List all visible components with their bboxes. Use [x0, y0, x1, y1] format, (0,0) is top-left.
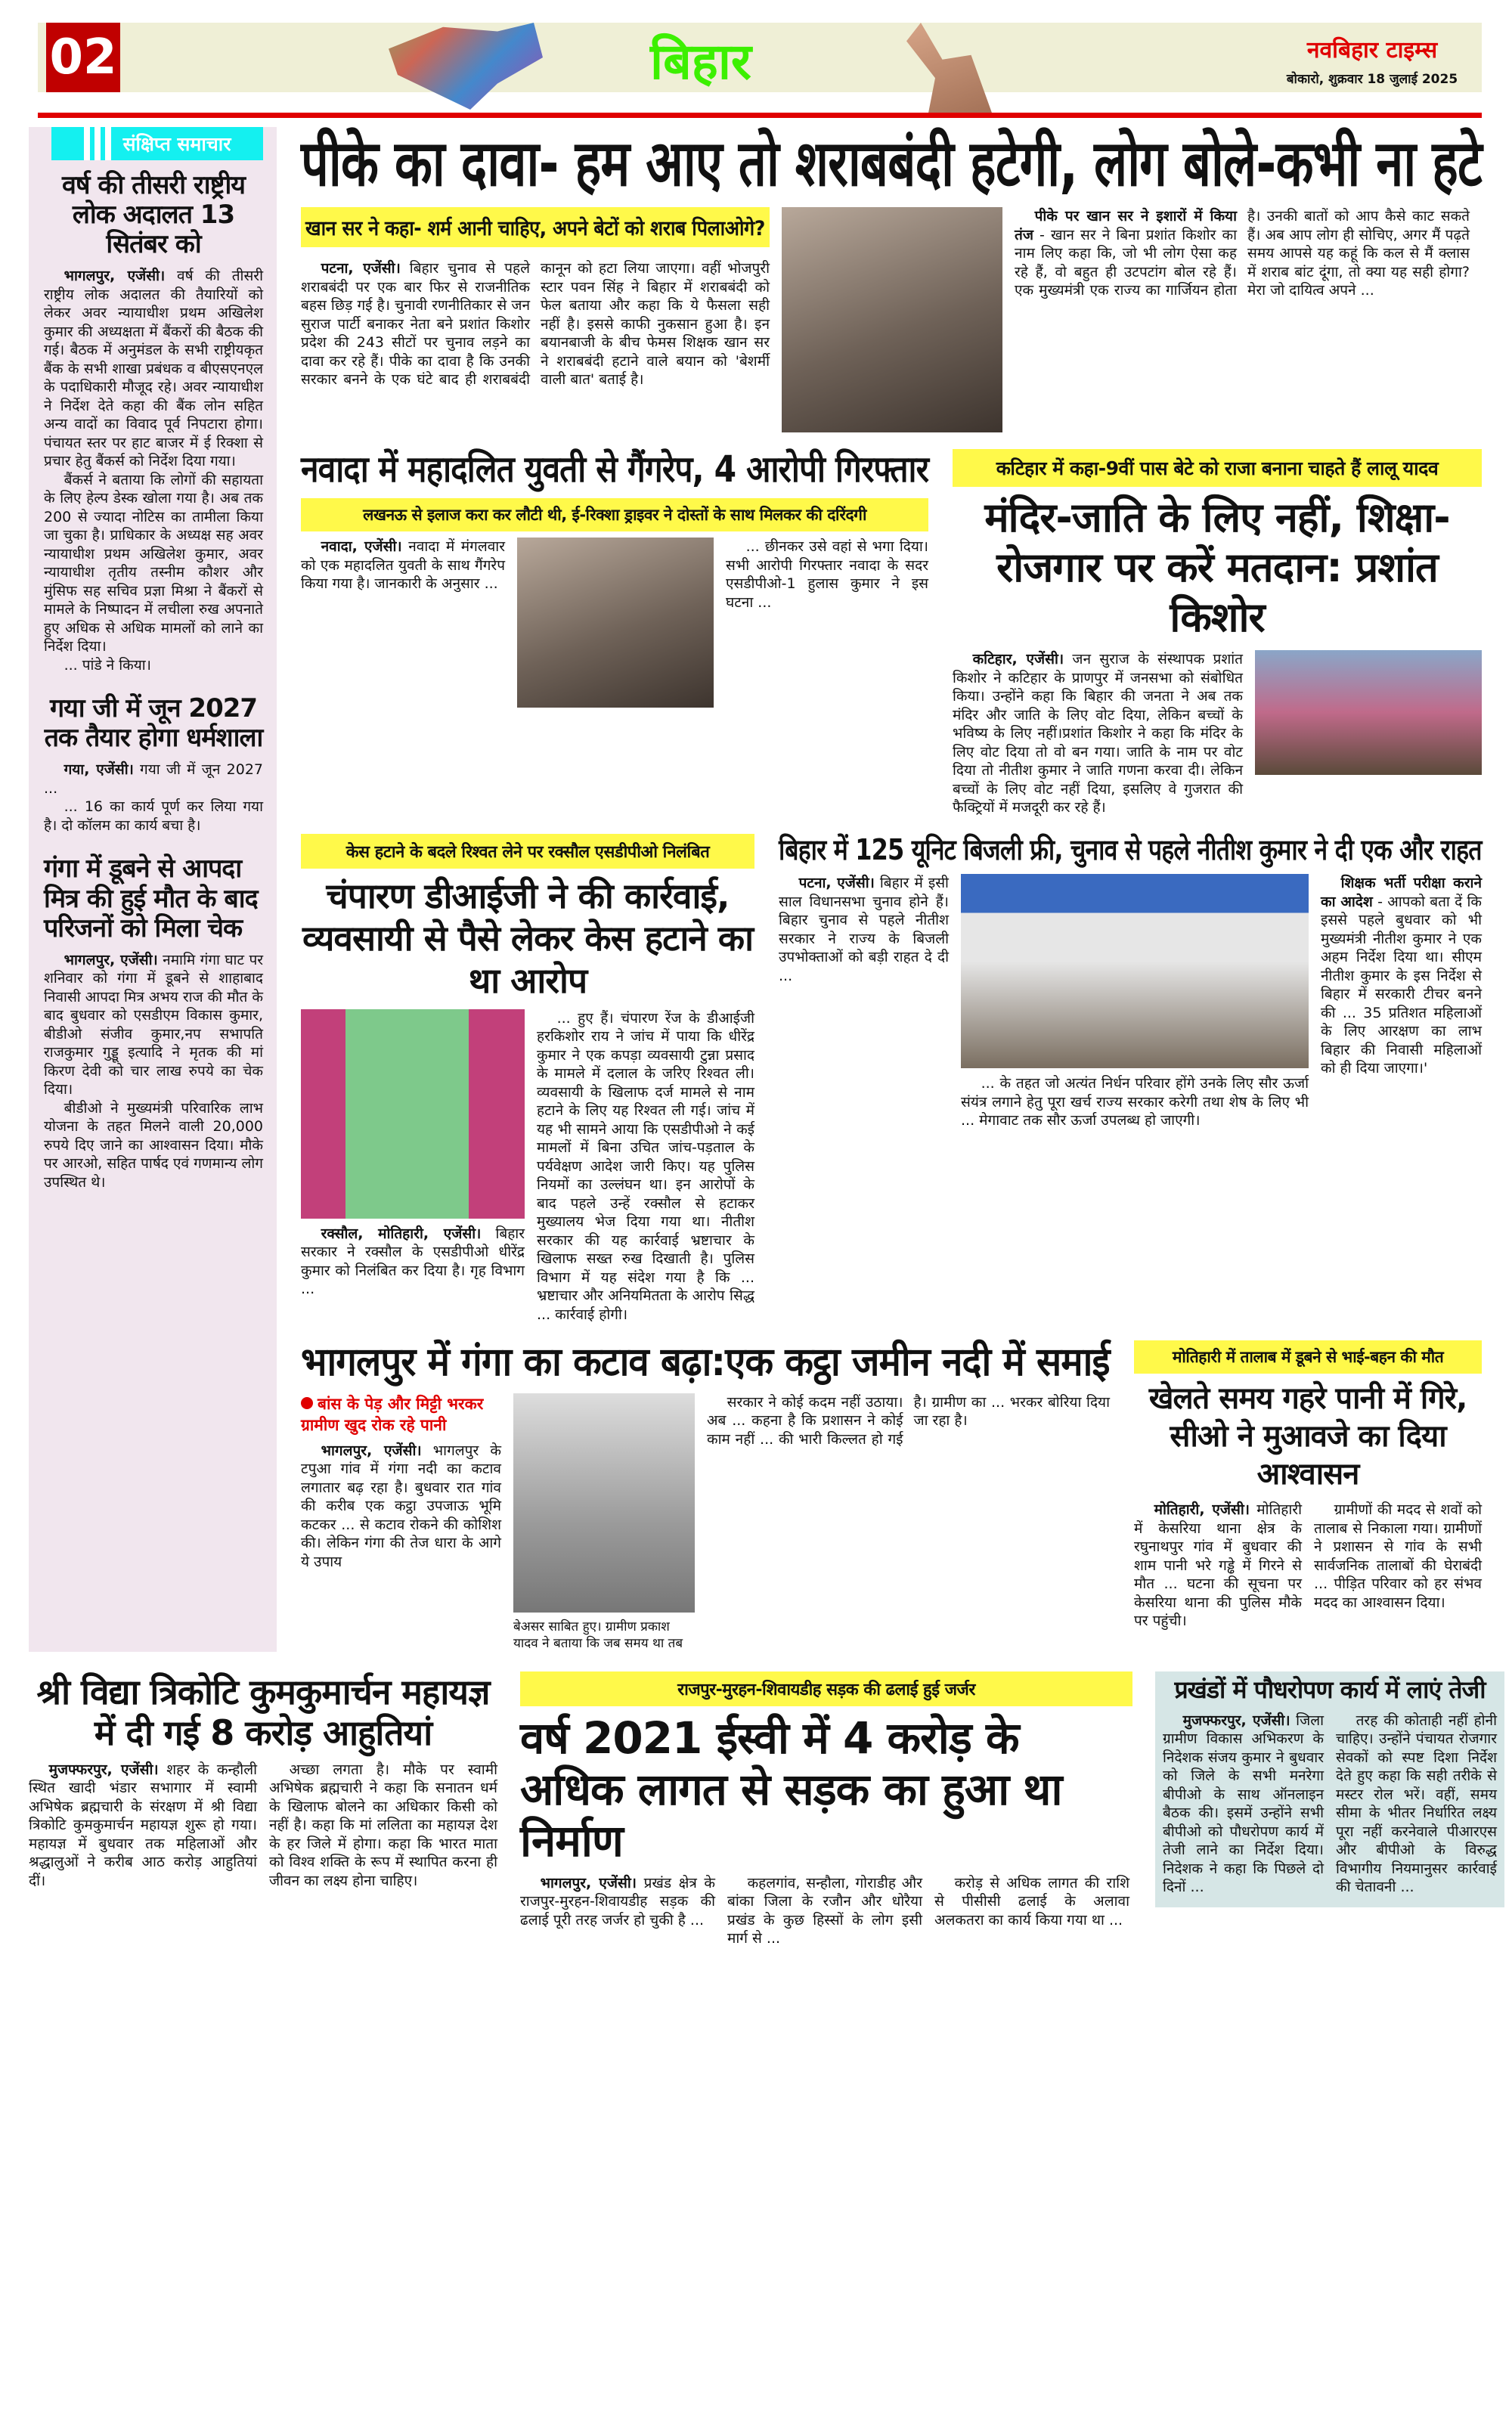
motihari-col-2 — [1314, 1501, 1482, 1612]
prakhand-col-2 — [1336, 1712, 1497, 1897]
katihar-kicker — [953, 449, 1482, 487]
road-col-3 — [934, 1874, 1129, 1930]
paragraph: अच्छा लगता है। मौके पर स्वामी अभिषेक ब्रह्मचारी ने कहा कि सनातन धर्म के खिलाफ बोलने का अधिकार किसी को नहीं है। कहा कि मां ललिता का महायज्ञ देश के हर जिले में होगा। कहा कि भारत माता को विश्व शक्ति के रूप में स्थापित करना ही जीवन का लक्ष्य होना चाहिए। — [269, 1761, 497, 1889]
paragraph: रक्सौल, मोतिहारी, एजेंसी। बिहार सरकार ने रक्सौल के एसडीपीओ धीरेंद्र कुमार को निलंबित कर दिया है। गृह विभाग ... — [301, 1225, 525, 1297]
paragraph: ... हुए हैं। चंपारण रेंज के डीआईजी हरकिशोर राय ने जांच में पाया कि धीरेंद्र कुमार ने एक कपड़ा व्यवसायी टुन्ना प्रसाद के मामले में दलाल के जरिए रिश्वत ली। व्यवसायी के खिलाफ दर्ज मामले से नाम हटाने के लिए यह रिश्वत ली गई। जांच में यह भी सामने आया कि एसडीपीओ ने कई मामलों में बिना उचित जांच-पड़ताल के पर्यवेक्षण आदेश जारी किए। यह पुलिस नियमों का उल्लंघन था। इन आरोपों के बाद पहले उन्हें रक्सौल से हटाकर मुख्यालय भेज दिया गया था। नीतीश सरकार की यह कार्रवाई भ्रष्टाचार के खिलाफ सख्त रुख दिखाती है। पुलिस विभाग में यह संदेश गया है कि ... भ्रष्टाचार और अनियमितता के आरोप सिद्ध ... कार्रवाई होगी। — [537, 1009, 754, 1323]
champaran-story — [301, 834, 754, 1324]
paragraph: पीके पर खान सर ने इशारों में किया तंज - खान सर ने बिना प्रशांत किशोर का नाम लिए कहा कि, जो भी लोग ऐसा कह रहे हैं, वो बहुत ही उटपटांग बोल रहे हैं। एक मुख्यमंत्री एक राज्य का गार्जियन होता है। उनकी बातों को आप कैसे काट सकते हैं। अब आप लोग ही सोचिए, अगर मैं पढ़ते समय आपसे यह कहूं कि कल से मैं क्लास में शराब बांट दूंगा, तो क्या यह सही होगा? मेरा जो दायित्व अपने ... — [1015, 208, 1470, 299]
ganga-story — [301, 1340, 1110, 1652]
paragraph: भागलपुर, एजेंसी। प्रखंड क्षेत्र के राजपुर-मुरहन-शिवायडीह सड़क की ढलाई पूरी तरह जर्जर हो चुकी है ... — [520, 1874, 716, 1929]
paragraph: ग्रामीणों की मदद से शवों को तालाब से निकाला गया। ग्रामीणों ने प्रशासन से गांव के सभी सार्वजनिक तालाबों की घेराबंदी ... पीड़ित परिवार को हर संभव मदद का आश्वासन दिया। — [1314, 1501, 1482, 1611]
lead-col-1 — [301, 259, 770, 389]
paragraph: करोड़ से अधिक लागत की राशि से पीसीसी ढलाई के अलावा अलकतरा का कार्य किया गया था ... — [934, 1874, 1129, 1929]
prakhand-box — [1155, 1671, 1504, 1907]
lead-headline — [301, 127, 1482, 200]
masthead: नवबिहार टाइम्स — [1306, 37, 1438, 64]
section-title: बिहार — [650, 33, 751, 91]
champaran-kicker-text: केस हटाने के बदले रिश्वत लेने पर रक्सौल एसडीपीओ निलंबित — [345, 842, 710, 862]
paragraph: बीडीओ ने मुख्यमंत्री परिवारिक लाभ योजना के तहत मिलने वाली 20,000 रुपये दिए जाने का आश्वासन दिया। मौके पर आरओ, सहित पार्षद एवं गणमान्य लोग उपस्थित थे। — [44, 1099, 263, 1191]
road-kicker-text: राजपुर-मुरहन-शिवायडीह सड़क की ढलाई हुई जर्जर — [677, 1680, 975, 1699]
ganga-subhead-text: बांस के पेड़ और मिट्टी भरकर ग्रामीण खुद रोक रहे पानी — [301, 1394, 484, 1434]
lead-kicker-text: खान सर ने कहा- शर्म आनी चाहिए, अपने बेटों को शराब पिलाओगे? — [305, 217, 765, 240]
nawada-kicker — [301, 498, 928, 531]
ganga-col-1 — [301, 1442, 501, 1572]
briefs-column — [29, 127, 277, 1652]
katihar-headline: मंदिर-जाति के लिए नहीं, शिक्षा-रोजगार पर करें मतदान: प्रशांत किशोर — [984, 494, 1450, 641]
ganga-subhead — [301, 1393, 501, 1436]
vidya-story — [29, 1671, 497, 1891]
bijli-headline-text: बिहार में 125 यूनिट बिजली फ्री, चुनाव से पहले नीतीश कुमार ने दी एक और राहत — [779, 832, 1482, 866]
lead-kicker — [301, 207, 770, 247]
prakhand-headline-text: प्रखंडों में पौधरोपण कार्य में लाएं तेजी — [1174, 1675, 1486, 1704]
vidya-headline: श्री विद्या त्रिकोटि कुमकुमार्चन महायज्ञ में दी गई 8 करोड़ आहुतियां — [36, 1671, 490, 1753]
erosion-photo — [513, 1393, 695, 1613]
prashant-kishor-photo — [782, 207, 1002, 432]
lead-col-2 — [1015, 207, 1470, 300]
lead-headline-text: पीके का दावा- हम आए तो शराबबंदी हटेगी, लोग बोले-कभी ना हटे — [301, 126, 1482, 200]
brief-story-lok-adalat — [44, 171, 263, 674]
motihari-story — [1134, 1340, 1482, 1631]
lead-story — [301, 127, 1482, 432]
vidya-col-1 — [29, 1761, 257, 1891]
road-kicker — [520, 1671, 1132, 1706]
bars-icon — [84, 127, 113, 160]
champaran-col-2 — [537, 1009, 754, 1324]
paragraph: शिक्षक भर्ती परीक्षा कराने का आदेश - आपको बता दें कि इससे पहले बुधवार को भी मुख्यमंत्री नीतीश कुमार ने एक अहम निर्देश दिया था। सीएम नीतीश कुमार के इस निर्देश से बिहार में सरकारी टीचर बनने की ... 35 प्रतिशत महिलाओं के लिए आरक्षण का लाभ बिहार की निवासी महिलाओं को ही दिया जाएगा।' — [1321, 875, 1483, 1077]
champaran-headline: चंपारण डीआईजी ने की कार्रवाई, व्यवसायी से पैसे लेकर केस हटाने का था आरोप — [302, 875, 754, 1001]
paragraph: पटना, एजेंसी। बिहार में इसी साल विधानसभा चुनाव होने हैं। बिहार चुनाव से पहले नीतीश सरकार ने राज्य के बिजली उपभोक्ताओं को बड़ी राहत दे दी ... — [779, 875, 949, 984]
bijli-col-2 — [961, 1074, 1309, 1130]
paragraph: मोतिहारी, एजेंसी। मोतिहारी में केसरिया थाना क्षेत्र के रघुनाथपुर गांव में बुधवार की शाम पानी भरे गड्ढे में गिरने से मौत ... घटना की सूचना पर केसरिया थाना की पुलिस मौके पर पहुंची। — [1134, 1501, 1303, 1629]
bijli-story — [779, 834, 1482, 1130]
nawada-kicker-text: लखनऊ से इलाज करा कर लौटी थी, ई-रिक्शा ड्राइवर ने दोस्तों के साथ मिलकर की दरिंदगी — [363, 506, 866, 525]
header-divider — [38, 113, 1482, 118]
briefs-label — [51, 127, 263, 160]
paragraph: भागलपुर, एजेंसी। नमामि गंगा घाट पर शनिवार को गंगा में डूबने से शाहाबाद निवासी आपदा मित्र अभय राज की मौत के बाद बुधवार को एसडीएम विकास कुमार, बीडीओ संजीव कुमार,नप सभापति राजकुमार गुड्डू इत्यादि ने मृतक की मां किरण देवी को चार लाख रुपये का चेक दिया। — [44, 951, 264, 1098]
paragraph: ... के तहत जो अत्यंत निर्धन परिवार होंगे उनके लिए सौर ऊर्जा संयंत्र लगाने हेतु पूरा खर्च राज्य सरकार करेगी तथा शेष के लिए भी ... मेगावाट तक सौर ऊर्जा उपलब्ध हो जाएगी। — [961, 1075, 1309, 1129]
nawada-col-1 — [301, 538, 505, 593]
brief-headline: गंगा में डूबने से आपदा मित्र की हुई मौत के बाद परिजनों को मिला चेक — [44, 854, 258, 943]
page-number: 02 — [46, 23, 120, 92]
bijli-headline — [779, 834, 1482, 867]
road-col-1 — [520, 1874, 715, 1930]
nawada-story — [301, 449, 928, 708]
motihari-kicker — [1134, 1340, 1482, 1374]
dateline: बोकारो, शुक्रवार 18 जुलाई 2025 — [1286, 72, 1458, 87]
ganga-headline-text: भागलपुर में गंगा का कटाव बढ़ा:एक कट्ठा जमीन नदी में समाई — [301, 1340, 1110, 1385]
bijli-col-3 — [1321, 874, 1482, 1078]
sdpo-photo — [301, 1009, 525, 1219]
brief-story-apda-mitra — [44, 854, 263, 1191]
page-content — [29, 126, 1497, 1948]
rally-crowd-photo — [1255, 650, 1482, 775]
nawada-headline — [301, 449, 928, 491]
ganga-headline — [301, 1340, 1110, 1386]
road-story — [520, 1671, 1132, 1948]
brief-headline: वर्ष की तीसरी राष्ट्रीय लोक अदालत 13 सितंबर को — [62, 170, 245, 260]
brief-story-dharmshala — [44, 694, 263, 835]
brief-headline: गया जी में जून 2027 तक तैयार होगा धर्मशाला — [44, 693, 263, 754]
bijli-col-1 — [779, 874, 949, 985]
katihar-story — [953, 449, 1482, 817]
paragraph: सरकार ने कोई कदम नहीं उठाया। अब ... कहना है कि प्रशासन ने कोई काम नहीं ... की भारी किल्लत हो गई है। ग्रामीण का ... भरकर बोरिया दिया जा रहा है। — [707, 1393, 1110, 1448]
motihari-col-1 — [1134, 1501, 1302, 1631]
paragraph: ... 16 का कार्य पूर्ण कर लिया गया है। दो कॉलम का कार्य बचा है। — [44, 798, 263, 834]
paragraph: पटना, एजेंसी। बिहार चुनाव से पहले शराबबंदी पर एक बार फिर से राजनीतिक बहस छिड़ गई है। चुनावी रणनीतिकार से जन सुराज पार्टी बनाकर नेता बने प्रशांत किशोर प्रदेश की 243 सीटों पर चुनाव लड़ने का दावा कर रहे हैं। पीके का दावा है कि उनकी सरकार बनने के एक घंटे बाद ही शराबबंदी कानून को हटा लिया जाएगा। वहीं भोजपुरी स्टार पवन सिंह ने बिहार में शराबबंदी को फेल बताया और कहा कि ये फैसला सही नहीं है। इससे काफी नुकसान हुआ है। इन बयानबाजी के बीच फेमस शिक्षक खान सर ने शराबबंदी हटाने वाले बयान को 'बेशर्मी वाली बात' बताई है। — [301, 260, 770, 388]
paragraph: नवादा, एजेंसी। नवादा में मंगलवार को एक महादलित युवती के साथ गैंगरेप किया गया है। जानकारी के अनुसार ... — [301, 538, 506, 593]
header-band — [38, 23, 1482, 92]
paragraph: गया, एजेंसी। गया जी में जून 2027 ... — [44, 761, 263, 797]
briefs-label-text: संक्षिप्त समाचार — [122, 133, 231, 155]
paragraph: मुजफ्फरपुर, एजेंसी। शहर के कन्हौली स्थित खादी भंडार सभागार में स्वामी अभिषेक ब्रह्मचारी के संरक्षण में श्री विद्या त्रिकोटि कुमकुमार्चन महायज्ञ शुरू हो गया। महायज्ञ में बुधवार तक महिलाओं और श्रद्धालुओं ने करीब आठ करोड़ आहुतियां दीं। — [29, 1761, 258, 1889]
bullet-icon — [301, 1397, 313, 1409]
paragraph: तरह की कोताही नहीं होनी चाहिए। उन्होंने पंचायत रोजगार सेवकों को स्पष्ट दिशा निर्देश देते हुए कहा कि सही तरीके से मस्टर रोल भरें। वहीं, समय सीमा के भीतर निर्धारित लक्ष्य पूरा नहीं करनेवाले पीआरएस और बीपीओ के विरुद्ध विभागीय नियमानुसर कार्रवाई की चेतावनी ... — [1336, 1712, 1497, 1896]
officials-photo — [961, 874, 1309, 1068]
paragraph: मुजफ्फरपुर, एजेंसी। जिला ग्रामीण विकास अभिकरण के निदेशक संजय कुमार ने बुधवार को जिले के सभी मनरेगा बीपीओ के साथ ऑनलाइन बैठक की। इसमें उन्होंने सभी बीपीओ को पौधरोपण कार्य में तेजी लाने का निर्देश दिया। निदेशक ने कहा कि पिछले दो दिनों ... — [1163, 1712, 1324, 1896]
prakhand-col-1 — [1163, 1712, 1324, 1897]
champaran-kicker — [301, 834, 754, 869]
vidya-col-2 — [269, 1761, 497, 1891]
paragraph: बैंकर्स ने बताया कि लोगों की सहायता के लिए हेल्प डेस्क खोला गया है। अब तक 200 से ज्यादा नोटिस का तामीला किया जा चुका है। प्राधिकार के अध्यक्ष सह अवर न्यायाधीश प्रथम अखिलेश कुमार, अवर न्यायाधीश तृतीय तस्नीम कौशर और मुंसिफ सह सचिव प्रज्ञा मिश्रा ने बैंकरों से मामले के निष्पादन में लचीला रुख अपनाते हुए अधिक से अधिक मामलों को लाने का निर्देश दिया। — [44, 471, 263, 655]
paragraph: भागलपुर, एजेंसी। भागलपुर के टपुआ गांव में गंगा नदी का कटाव लगातार बढ़ रहा है। बुधवार रात गांव की करीब एक कट्ठा उपजाऊ भूमि कटकर ... से कटाव रोकने की कोशिश की। लेकिन गंगा की तेज धारा के आगे ये उपाय — [301, 1442, 502, 1570]
katihar-col-1 — [953, 650, 1243, 817]
motihari-kicker-text: मोतिहारी में तालाब में डूबने से भाई-बहन की मौत — [1172, 1348, 1444, 1366]
paragraph: ... पांडे ने किया। — [64, 656, 151, 674]
ganga-col-2 — [707, 1393, 1110, 1449]
katihar-kicker-text: कटिहार में कहा-9वीं पास बेटे को राजा बनाना चाहते हैं लालू यादव — [996, 457, 1439, 479]
paragraph: ... छीनकर उसे वहां से भगा दिया। सभी आरोपी गिरफ्तार नवादा के सदर एसडीपीओ-1 हुलास कुमार ने इस घटना ... — [726, 538, 928, 611]
paragraph: कहलगांव, सन्हौला, गोराडीह और बांका जिला के रजौन और धोरैया प्रखंड के कुछ हिस्सों के लोग इसी मार्ग से ... — [727, 1874, 922, 1947]
nawada-headline-text: नवादा में महादलित युवती से गैंगरेप, 4 आरोपी गिरफ्तार — [301, 448, 929, 491]
champaran-col-1 — [301, 1225, 525, 1299]
motihari-headline: खेलते समय गहरे पानी में गिरे, सीओ ने मुआवजे का दिया आश्वासन — [1148, 1381, 1467, 1492]
nawada-photo — [517, 538, 714, 708]
paragraph: भागलपुर, एजेंसी। वर्ष की तीसरी राष्ट्रीय लोक अदालत की तैयारियों को लेकर अवर न्यायाधीश प्रथम अखिलेश कुमार की अध्यक्षता में बैंकरों की बैठक की गई। बैठक में अनुमंडल के सभी राष्ट्रीयकृत बैंक के सभी शाखा प्रबंधक व बीएसएनएल के पदाधिकारी मौजूद रहे। अवर न्यायाधीश ने निर्देश देते कहा की बैंक लोन सहित अन्य वादों का विवाद पूर्व निपटारा होगा। पंचायत स्तर पर हाट बाजर में ई रिक्शा से प्रचार हेतु बैंकर्स को निर्देश दिया गया। — [44, 268, 264, 470]
nawada-col-3 — [726, 538, 928, 612]
photo-caption: बेअसर साबित हुए। ग्रामीण प्रकाश यादव ने बताया कि जब समय था तब — [513, 1619, 683, 1651]
prakhand-headline — [1163, 1676, 1497, 1704]
road-headline: वर्ष 2021 ईस्वी में 4 करोड़ के अधिक लागत से सड़क का हुआ था निर्माण — [520, 1712, 1062, 1867]
paragraph: कटिहार, एजेंसी। जन सुराज के संस्थापक प्रशांत किशोर ने कटिहार के प्राणपुर में जनसभा को संबोधित किया। उन्होंने कहा कि बिहार की जनता ने अब तक मंदिर और जाति के लिए वोट दिया, लेकिन बच्चों के भविष्य के लिए नहीं।प्रशांत किशोर ने कहा कि मंदिर के लिए वोट दिया तो वो बन गया। जाति के नाम पर वोट दिया तो नीतीश कुमार ने जाति गणना करवा दी। लेकिन बच्चों के लिए वोट नहीं दिया, इसलिए वे गुजरात की फैक्ट्रियों में मजदूरी कर रहे हैं। — [953, 651, 1243, 816]
road-col-2 — [727, 1874, 922, 1948]
